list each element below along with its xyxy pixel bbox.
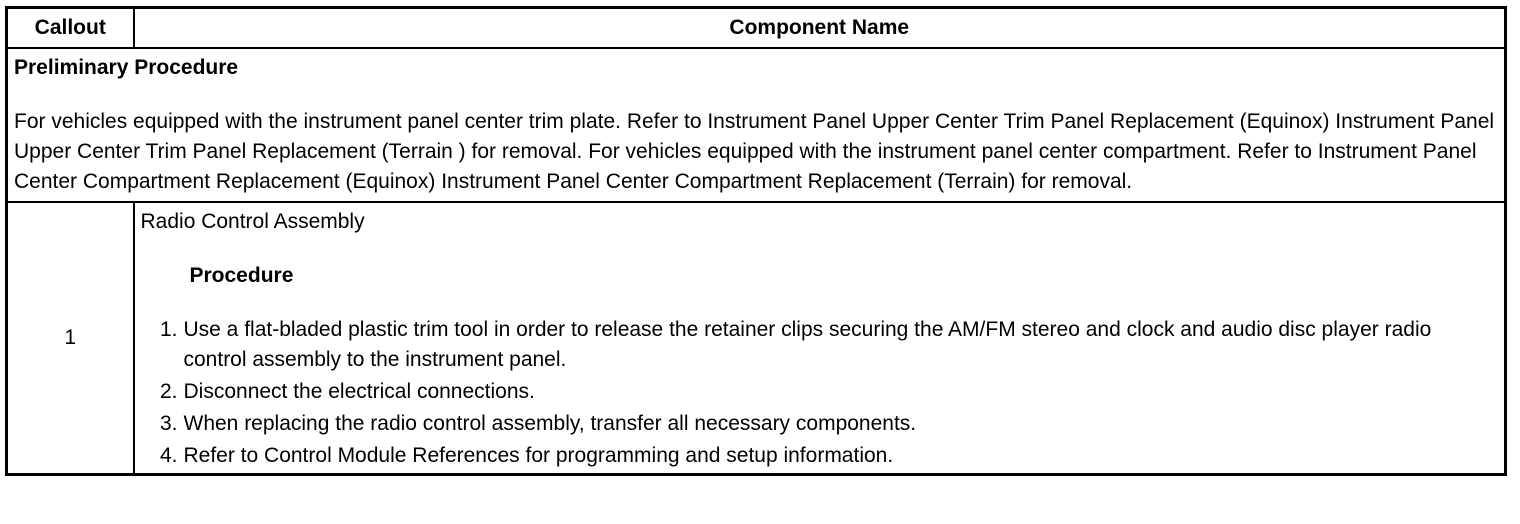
list-item	[141, 377, 1499, 407]
callout-header: Callout	[7, 8, 134, 49]
callout-number: 1	[7, 202, 134, 475]
step-number: 3.	[159, 412, 178, 435]
component-cell	[134, 202, 1506, 475]
list-item	[141, 441, 1499, 471]
preliminary-cell	[7, 48, 1506, 202]
list-item	[141, 409, 1499, 439]
procedure-table	[5, 6, 1507, 476]
step-number: 4.	[159, 444, 178, 467]
step-text: When replacing the radio control assembly, transfer all necessary components.	[183, 412, 917, 435]
preliminary-title: Preliminary Procedure	[14, 56, 239, 79]
step-text: Disconnect the electrical connections.	[183, 380, 535, 403]
preliminary-text: For vehicles equipped with the instrument panel center trim plate. Refer to Instrument Panel Upper Center Trim Panel Replacement (Equinox) Instrument Panel Upper Center Trim Panel Replacement (Terrain ) for removal. For vehicles equipped with the instrument panel center compartment. Refer to Instrument Panel Center Compartment Replacement (Equinox) Instrument Panel Center Compartment Replacement (Terrain) for removal.	[14, 110, 1495, 193]
table-row	[7, 202, 1506, 475]
preliminary-row	[7, 48, 1506, 202]
step-number: 1.	[159, 318, 178, 341]
step-text: Use a flat-bladed plastic trim tool in order to release the retainer clips securing the AM/FM stereo and clock and audio disc player radio control assembly to the instrument panel.	[183, 318, 1432, 371]
step-number: 2.	[159, 380, 178, 403]
component-name: Radio Control Assembly	[140, 210, 365, 233]
procedure-title: Procedure	[189, 264, 294, 287]
component-name-header: Component Name	[134, 8, 1506, 49]
table-header-row	[7, 8, 1506, 49]
procedure-steps	[141, 315, 1499, 471]
step-text: Refer to Control Module References for programming and setup information.	[183, 444, 894, 467]
list-item	[141, 315, 1499, 375]
